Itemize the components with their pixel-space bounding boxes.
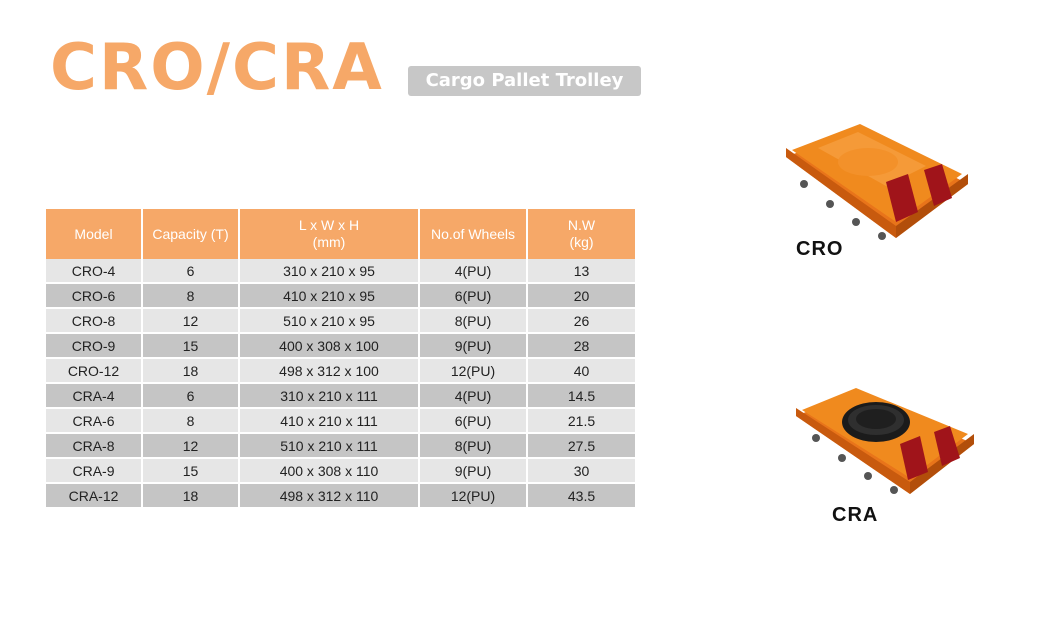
cra-product-image [790, 386, 986, 526]
cell-model: CRA-12 [46, 483, 142, 508]
header-model: Model [46, 209, 142, 259]
cro-trolley-icon [778, 122, 974, 244]
spec-table [46, 209, 635, 509]
cell-model: CRO-6 [46, 283, 142, 308]
cell-dimensions: 510 x 210 x 111 [239, 433, 419, 458]
cell-dimensions: 400 x 308 x 110 [239, 458, 419, 483]
cell-wheels: 12(PU) [419, 358, 527, 383]
cell-wheels: 12(PU) [419, 483, 527, 508]
table-row [46, 308, 635, 333]
cell-dimensions: 510 x 210 x 95 [239, 308, 419, 333]
cell-wheels: 6(PU) [419, 283, 527, 308]
table-row [46, 458, 635, 483]
cell-net-weight: 28 [527, 333, 635, 358]
page-title: CRO/CRA [50, 31, 384, 105]
header-net-weight-label: N.W [567, 217, 596, 233]
table-row [46, 283, 635, 308]
cell-model: CRO-12 [46, 358, 142, 383]
cell-model: CRO-8 [46, 308, 142, 333]
cell-capacity: 12 [142, 308, 239, 333]
cell-dimensions: 310 x 210 x 95 [239, 259, 419, 283]
table-row [46, 483, 635, 508]
cell-net-weight: 40 [527, 358, 635, 383]
cell-capacity: 8 [142, 408, 239, 433]
page-subtitle: Cargo Pallet Trolley [408, 66, 641, 96]
table-header-row [46, 209, 635, 259]
cell-net-weight: 26 [527, 308, 635, 333]
cra-trolley-icon [790, 386, 986, 496]
cro-label: CRO [796, 238, 844, 260]
cell-net-weight: 20 [527, 283, 635, 308]
cell-wheels: 8(PU) [419, 433, 527, 458]
cell-capacity: 6 [142, 259, 239, 283]
cell-net-weight: 14.5 [527, 383, 635, 408]
cell-model: CRA-6 [46, 408, 142, 433]
cell-wheels: 8(PU) [419, 308, 527, 333]
cell-capacity: 18 [142, 358, 239, 383]
cell-capacity: 12 [142, 433, 239, 458]
cell-dimensions: 498 x 312 x 100 [239, 358, 419, 383]
table-row [46, 358, 635, 383]
header-net-weight [527, 209, 635, 259]
header-capacity: Capacity (T) [142, 209, 239, 259]
cell-wheels: 4(PU) [419, 383, 527, 408]
cell-net-weight: 43.5 [527, 483, 635, 508]
cra-label: CRA [832, 504, 879, 526]
cell-model: CRA-8 [46, 433, 142, 458]
cell-net-weight: 21.5 [527, 408, 635, 433]
cell-model: CRA-9 [46, 458, 142, 483]
cell-wheels: 6(PU) [419, 408, 527, 433]
cro-product-image [778, 122, 974, 260]
header-dimensions [239, 209, 419, 259]
cell-model: CRO-9 [46, 333, 142, 358]
cell-dimensions: 410 x 210 x 95 [239, 283, 419, 308]
cell-wheels: 9(PU) [419, 333, 527, 358]
cell-dimensions: 310 x 210 x 111 [239, 383, 419, 408]
header-wheels: No.of Wheels [419, 209, 527, 259]
cell-capacity: 8 [142, 283, 239, 308]
cell-capacity: 18 [142, 483, 239, 508]
cell-net-weight: 27.5 [527, 433, 635, 458]
table-row [46, 383, 635, 408]
cell-dimensions: 400 x 308 x 100 [239, 333, 419, 358]
table-row [46, 333, 635, 358]
table-row [46, 408, 635, 433]
cell-wheels: 9(PU) [419, 458, 527, 483]
cell-wheels: 4(PU) [419, 259, 527, 283]
cell-model: CRA-4 [46, 383, 142, 408]
header-net-weight-unit: (kg) [569, 234, 594, 250]
cell-dimensions: 410 x 210 x 111 [239, 408, 419, 433]
cell-capacity: 6 [142, 383, 239, 408]
cell-capacity: 15 [142, 333, 239, 358]
table-row [46, 433, 635, 458]
cell-model: CRO-4 [46, 259, 142, 283]
header-dimensions-label: L x W x H [298, 217, 360, 233]
cell-net-weight: 13 [527, 259, 635, 283]
cell-net-weight: 30 [527, 458, 635, 483]
cell-capacity: 15 [142, 458, 239, 483]
table-row [46, 259, 635, 283]
cell-dimensions: 498 x 312 x 110 [239, 483, 419, 508]
header-dimensions-unit: (mm) [312, 234, 346, 250]
